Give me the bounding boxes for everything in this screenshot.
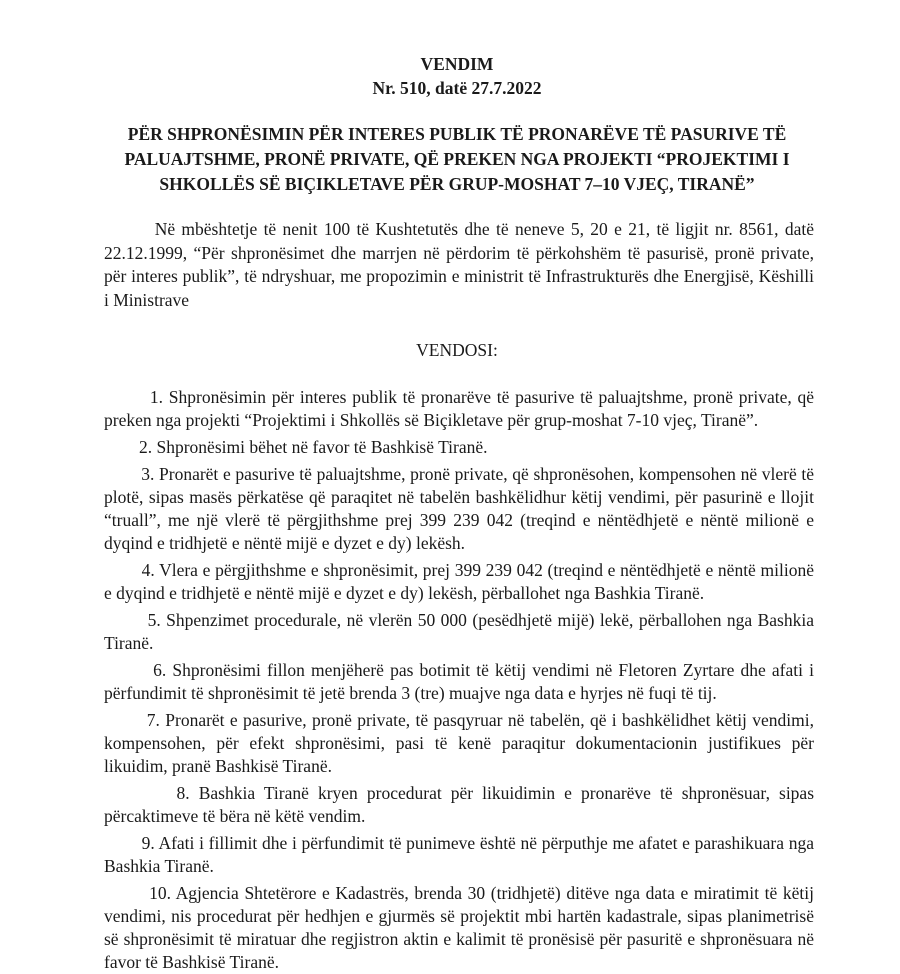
decision-item: 6. Shpronësimi fillon menjëherë pas botimit të këtij vendimi në Fletoren Zyrtare dhe afati i përfundimit të shpronësimit të jetë brenda 3 (tre) muajve nga data e hyrjes në fuqi të tij. (104, 660, 819, 703)
document-heading (100, 52, 814, 100)
decision-item: 3. Pronarët e pasurive të paluajtshme, pronë private, që shpronësohen, kompensohen në vlerë të plotë, sipas masës përkatëse që paraqitet në tabelën bashkëlidhur këtij vendimi, për pasurinë e llojit “truall”, me një vlerë të përgjithshme prej 399 239 042 (treqind e nëntëdhjetë e nëntë milionë e dyqind e tridhjetë e nëntë mijë e dyzet e dy) lekësh. (104, 464, 819, 553)
decision-item: 8. Bashkia Tiranë kryen procedurat për likuidimin e pronarëve të shpronësuar, sipas përcaktimeve të bëra në këtë vendim. (104, 783, 819, 826)
decision-items (100, 386, 819, 974)
decision-item: 2. Shpronësimi bëhet në favor të Bashkisë Tiranë. (104, 437, 488, 457)
decision-title: PËR SHPRONËSIMIN PËR INTERES PUBLIK TË PRONARËVE TË PASURIVE TË PALUAJTSHME, PRONË PRIVATE, QË PREKEN NGA PROJEKTI “PROJEKTIMI I SHKOLLËS SË BIÇIKLETAVE PËR GRUP-MOSHAT 7–10 VJEÇ, TIRANË” (124, 124, 790, 194)
decision-item: 4. Vlera e përgjithshme e shpronësimit, prej 399 239 042 (treqind e nëntëdhjetë e nëntë milionë e dyqind e tridhjetë e nëntë mijë e dyzet e dy) lekësh, përballohet nga Bashkia Tiranë. (104, 560, 819, 603)
decision-item: 1. Shpronësimin për interes publik të pronarëve të pasurive të paluajtshme, pronë private, që preken nga projekti “Projektimi i Shkollës së Biçikletave për grup-moshat 7-10 vjeç, Tiranë”. (104, 387, 819, 430)
decision-item: 10. Agjencia Shtetërore e Kadastrës, brenda 30 (tridhjetë) ditëve nga data e miratimit të këtij vendimi, nis procedurat për hedhjen e gjurmës së projektit mbi hartën kadastrale, sipas planimetrisë së shpronësimit të miratuar dhe regjistron aktin e kalimit të pronësisë për pasuritë e shpronësuara në favor të Bashkisë Tiranë. (104, 883, 819, 972)
decides-heading: VENDOSI: (416, 340, 498, 360)
decision-item: 5. Shpenzimet procedurale, në vlerën 50 000 (pesëdhjetë mijë) lekë, përballohen nga Bashkia Tiranë. (104, 610, 819, 653)
decision-number: Nr. 510, datë 27.7.2022 (372, 78, 542, 98)
decision-item: 7. Pronarët e pasurive, pronë private, të pasqyruar në tabelën, që i bashkëlidhet këtij vendimi, kompensohen, për efekt shpronësimi, pasi të kenë paraqitur dokumentacionin justifikues për likuidim, pranë Bashkisë Tiranë. (104, 710, 819, 776)
decision-item: 9. Afati i fillimit dhe i përfundimit të punimeve është në përputhje me afatet e parashikuara nga Bashkia Tiranë. (104, 833, 819, 876)
decision-label: VENDIM (420, 54, 494, 74)
preamble-paragraph: Në mbështetje të nenit 100 të Kushtetutës dhe të neneve 5, 20 e 21, të ligjit nr. 8561, datë 22.12.1999, “Për shpronësimet dhe marrjen në përdorim të përkohshëm të pasurisë, pronë private, për interes publik”, të ndryshuar, me propozimin e ministrit të Infrastrukturës dhe Energjisë, Këshilli i Ministrave (104, 219, 819, 310)
